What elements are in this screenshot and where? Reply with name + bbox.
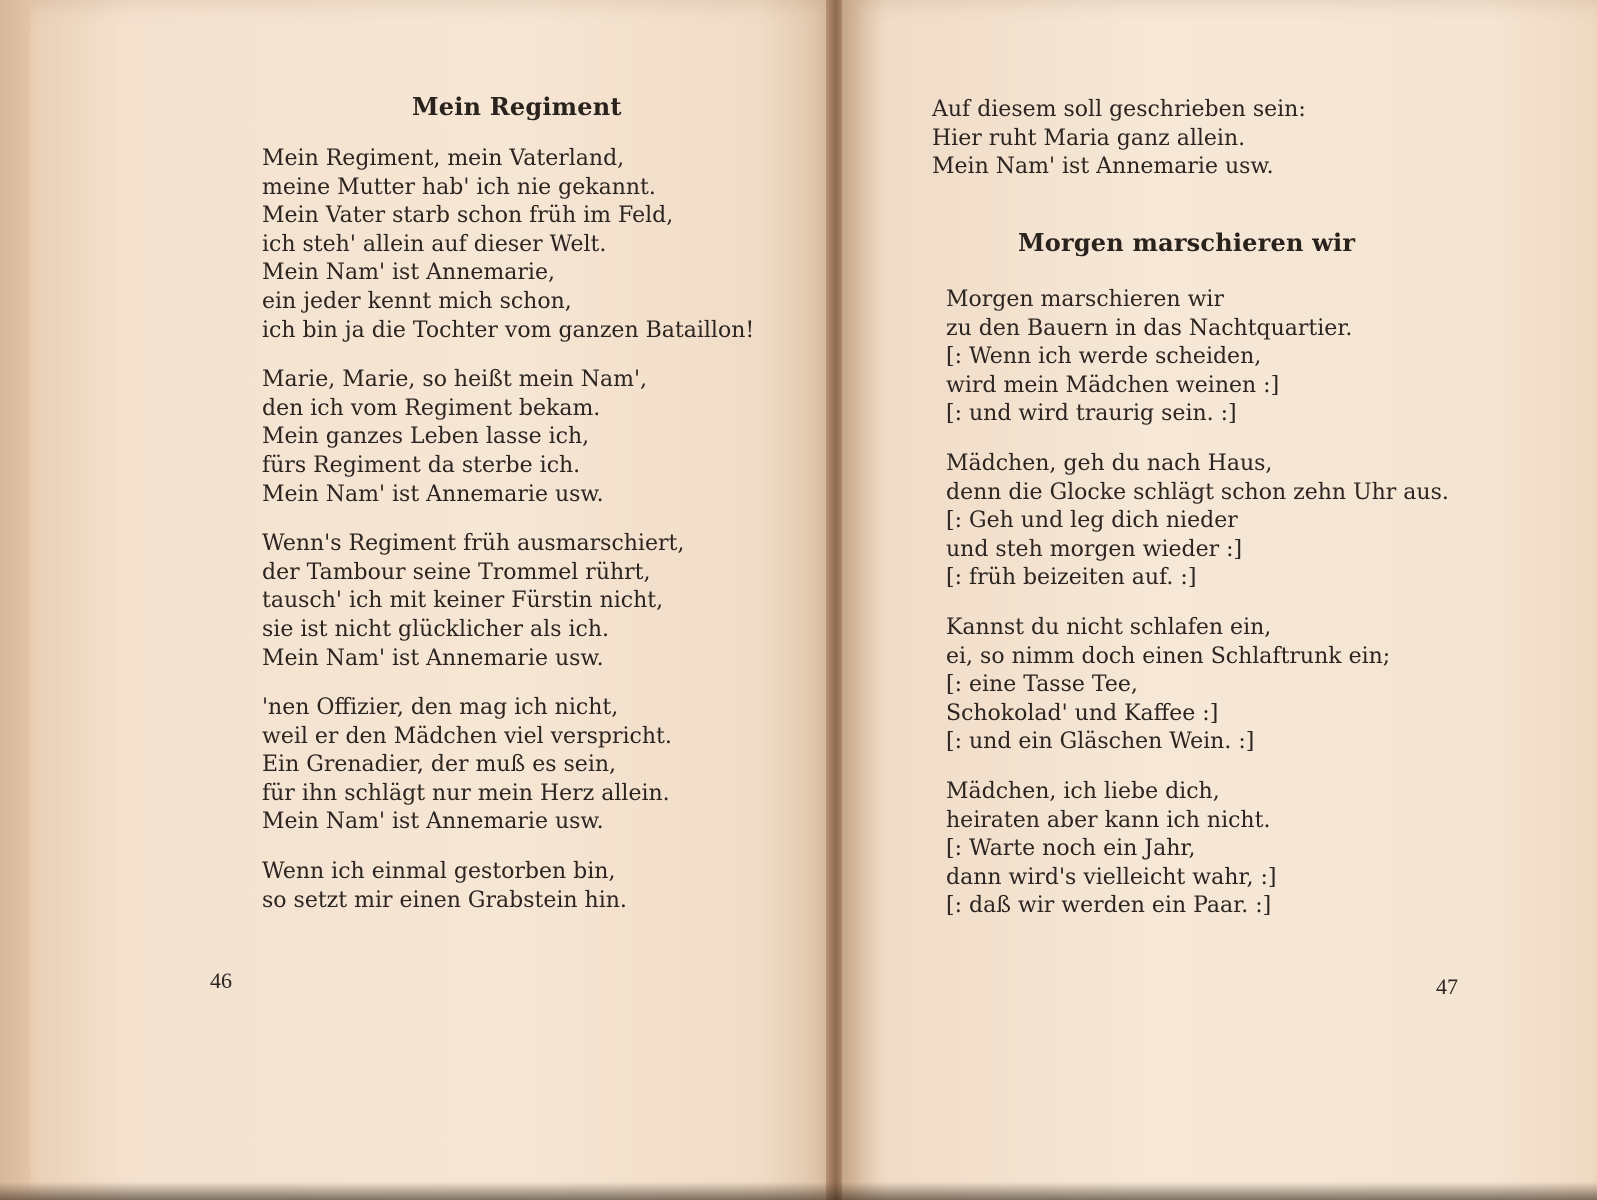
- right-continuation-text: [932, 96, 1306, 203]
- left-stanza-1: [262, 145, 754, 345]
- right-stanza-2: [946, 450, 1449, 593]
- verse-line: sie ist nicht glücklicher als ich.: [262, 616, 610, 642]
- left-stanza-5: [262, 858, 754, 915]
- left-stanza-3: [262, 530, 754, 673]
- verse-line: der Tambour seine Trommel rührt,: [262, 559, 651, 585]
- verse-line: [: früh beizeiten auf. :]: [946, 565, 1197, 591]
- verse-line: Mädchen, ich liebe dich,: [946, 778, 1220, 804]
- verse-line: [: und wird traurig sein. :]: [946, 401, 1237, 427]
- verse-line: weil er den Mädchen viel verspricht.: [262, 723, 672, 749]
- verse-line: [: daß wir werden ein Paar. :]: [946, 893, 1272, 919]
- verse-line: Wenn ich einmal gestorben bin,: [262, 859, 616, 885]
- verse-line: [: eine Tasse Tee,: [946, 672, 1138, 698]
- verse-line: denn die Glocke schlägt schon zehn Uhr aus.: [946, 479, 1449, 505]
- verse-line: und steh morgen wieder :]: [946, 536, 1243, 562]
- verse-line: für ihn schlägt nur mein Herz allein.: [262, 780, 670, 806]
- right-page: [842, 0, 1597, 1200]
- verse-line: Mein Regiment, mein Vaterland,: [262, 146, 625, 171]
- verse-line: dann wird's vielleicht wahr, :]: [946, 864, 1277, 890]
- left-page: [30, 0, 840, 1200]
- left-song-text: [262, 145, 754, 936]
- verse-line: Mein Nam' ist Annemarie usw.: [932, 154, 1274, 180]
- verse-line: Mein ganzes Leben lasse ich,: [262, 424, 590, 450]
- right-song-title: Morgen marschieren wir: [1018, 228, 1356, 257]
- verse-line: so setzt mir einen Grabstein hin.: [262, 887, 627, 913]
- left-song-title: Mein Regiment: [412, 92, 622, 121]
- verse-line: Mädchen, geh du nach Haus,: [946, 450, 1273, 476]
- verse-line: Hier ruht Maria ganz allein.: [932, 125, 1246, 151]
- verse-line: ei, so nimm doch einen Schlaftrunk ein;: [946, 643, 1391, 669]
- left-stanza-2: [262, 366, 754, 509]
- page-number-right: 47: [1436, 974, 1458, 999]
- verse-line: 'nen Offizier, den mag ich nicht,: [262, 695, 619, 721]
- verse-line: Kannst du nicht schlafen ein,: [946, 614, 1272, 640]
- verse-line: Mein Nam' ist Annemarie,: [262, 260, 555, 286]
- verse-line: Mein Nam' ist Annemarie usw.: [262, 481, 604, 507]
- right-stanza-3: [946, 614, 1449, 757]
- continuation-stanza: [932, 96, 1306, 182]
- verse-line: Mein Nam' ist Annemarie usw.: [262, 645, 604, 671]
- verse-line: Marie, Marie, so heißt mein Nam',: [262, 367, 648, 393]
- right-stanza-1: [946, 286, 1449, 429]
- verse-line: [: Wenn ich werde scheiden,: [946, 344, 1262, 370]
- page-number-left: 46: [210, 968, 232, 993]
- right-song-text: [946, 286, 1449, 942]
- verse-line: Morgen marschieren wir: [946, 287, 1224, 312]
- verse-line: Mein Nam' ist Annemarie usw.: [262, 809, 604, 835]
- verse-line: Auf diesem soll geschrieben sein:: [932, 97, 1306, 122]
- verse-line: ich bin ja die Tochter vom ganzen Bataillon!: [262, 317, 755, 343]
- verse-line: [: Warte noch ein Jahr,: [946, 836, 1196, 862]
- verse-line: Ein Grenadier, der muß es sein,: [262, 752, 617, 778]
- book-bottom-shadow: [0, 1182, 1597, 1200]
- left-stanza-4: [262, 694, 754, 837]
- verse-line: zu den Bauern in das Nachtquartier.: [946, 315, 1353, 341]
- verse-line: Wenn's Regiment früh ausmarschiert,: [262, 531, 685, 557]
- verse-line: ein jeder kennt mich schon,: [262, 288, 572, 314]
- verse-line: fürs Regiment da sterbe ich.: [262, 452, 581, 478]
- right-stanza-4: [946, 778, 1449, 921]
- verse-line: tausch' ich mit keiner Fürstin nicht,: [262, 588, 664, 614]
- verse-line: Mein Vater starb schon früh im Feld,: [262, 203, 674, 229]
- verse-line: heiraten aber kann ich nicht.: [946, 807, 1271, 833]
- verse-line: den ich vom Regiment bekam.: [262, 395, 601, 421]
- verse-line: [: und ein Gläschen Wein. :]: [946, 729, 1255, 755]
- verse-line: [: Geh und leg dich nieder: [946, 508, 1238, 534]
- verse-line: Schokolad' und Kaffee :]: [946, 700, 1219, 726]
- verse-line: meine Mutter hab' ich nie gekannt.: [262, 174, 656, 200]
- verse-line: wird mein Mädchen weinen :]: [946, 372, 1280, 398]
- verse-line: ich steh' allein auf dieser Welt.: [262, 231, 607, 257]
